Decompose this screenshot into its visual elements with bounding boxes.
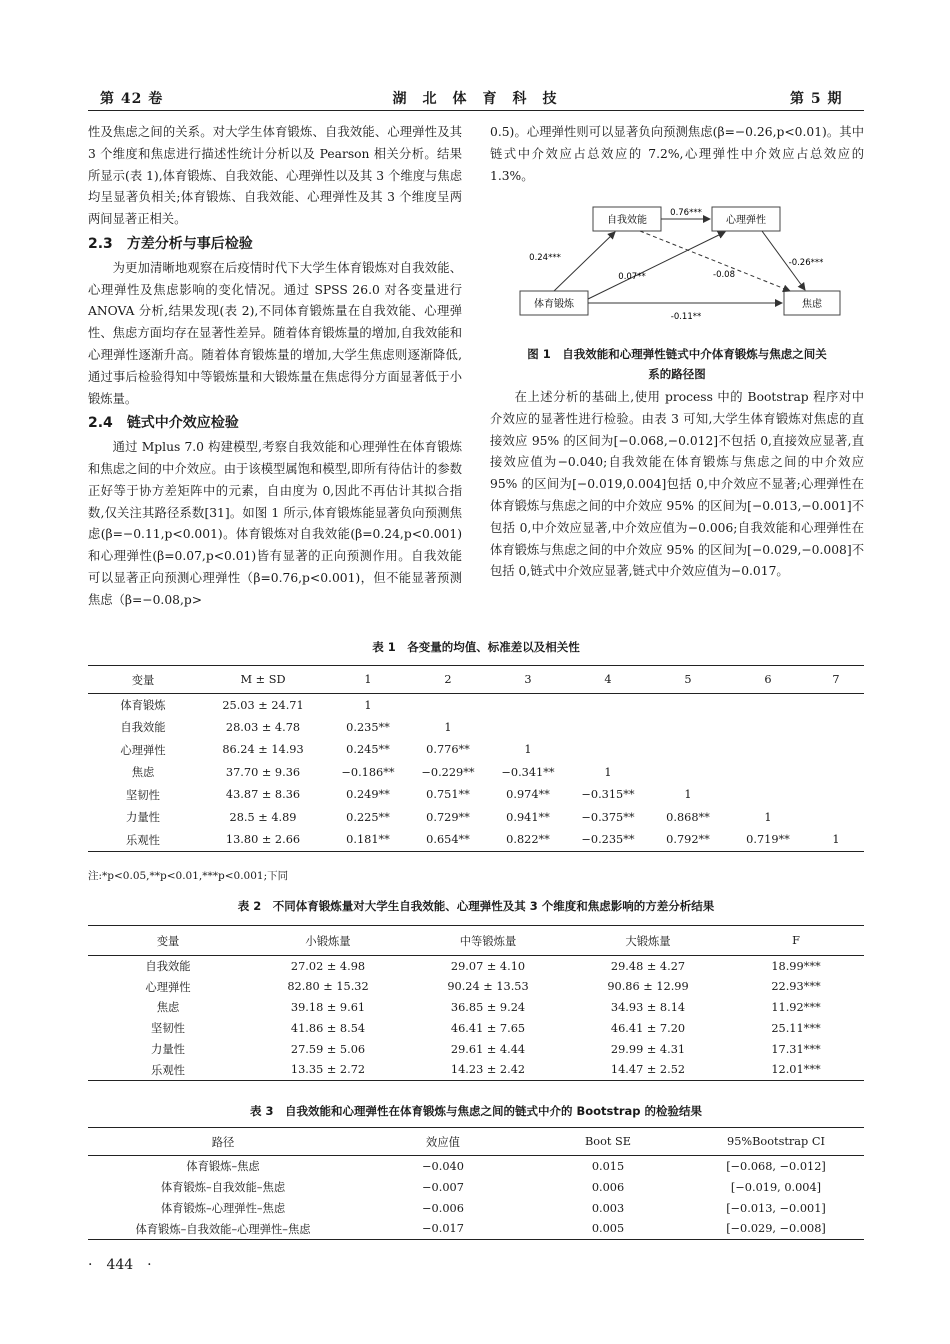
right-column-bottom [490,387,864,583]
table-cell: 0.868** [666,810,710,824]
table-cell: 17.31*** [771,1042,821,1056]
table3-header-cell: 95%Bootstrap CI [727,1135,825,1148]
table-row [88,1039,864,1060]
volume-label: 第 42 卷 [100,91,164,107]
table-1-caption: 表 1 各变量的均值、标准差以及相关性 [372,640,580,654]
table-row [88,997,864,1018]
table-cell: 0.003 [591,1201,625,1215]
table1-header-cell: 4 [604,673,612,686]
page-number-dot-left: · [88,1257,107,1273]
table-cell: 0.719** [746,833,790,846]
table2-header-cell: 中等锻炼量 [459,934,517,948]
table-cell [648,716,728,739]
table-cell [488,716,568,739]
table1-header-cell: 7 [832,673,840,686]
table-cell: −0.040 [422,1159,464,1173]
table-cell: 体育锻炼–自我效能–焦虑 [160,1181,286,1194]
table-cell: 乐观性 [126,833,160,847]
left-column [88,122,462,612]
figure-1-path-diagram [500,195,860,330]
table-cell: 坚韧性 [151,1022,185,1036]
coef-res-to-anx: -0.26*** [788,258,824,268]
table-cell: 0.974** [506,788,550,802]
node-self-efficacy-label: 自我效能 [607,215,647,226]
table-cell: 29.48 ± 4.27 [610,959,686,973]
table-row [88,976,864,997]
table-cell [808,694,864,717]
table-cell [728,739,808,762]
table-cell [728,716,808,739]
table-cell: 18.99*** [771,959,821,973]
table-row [88,739,864,762]
section-number: 2.3 [88,235,113,252]
table-cell: 29.07 ± 4.10 [450,959,526,973]
table3-header-cell: 效应值 [426,1135,460,1149]
table-cell: 12.01*** [771,1063,821,1077]
table-cell: 22.93*** [771,980,821,994]
table-cell: −0.186** [341,765,395,779]
table-cell: 1 [444,720,452,734]
table-3 [88,1127,864,1240]
table1-header-cell: 1 [364,673,372,686]
table-1 [88,665,864,852]
table-row [88,829,864,852]
table-cell [648,761,728,784]
table-row [88,806,864,829]
table-cell: 自我效能 [145,960,191,974]
section-title: 链式中介效应检验 [126,415,239,432]
table1-header-cell: 变量 [131,673,155,687]
table2-header-cell: 小锻炼量 [305,934,351,948]
table-cell: 自我效能 [120,721,166,735]
table-cell [808,739,864,762]
table-cell: 1 [832,833,840,846]
table-row [88,1198,864,1219]
table-cell: [−0.029, −0.008] [726,1222,826,1236]
table-cell: 坚韧性 [126,788,160,802]
table-cell: 90.86 ± 12.99 [607,980,689,994]
node-anxiety-label: 焦虑 [802,299,822,310]
right-paragraph-2: 在上述分析的基础上,使用 process 中的 Bootstrap 程序对中介效应的显著性进行检验。由表 3 可知,大学生体育锻炼对焦虑的直接效应 95% 的区间为[−0.068,−0.012]不包括 0,直接效应显著,直接效应值为−0.040;自我效能在体育锻炼与焦虑之间的中介效应 95% 的区间为[−0.019,0.004]包括 0,中介效应不显著;心理弹性在体育锻炼与焦虑之间的中介效应 95% 的区间为[−0.013,−0.001]不包括 0,中介效应显著,中介效应值为−0.006;自我效能和心理弹性在体育锻炼与焦虑之间的中介效应 95% 的区间为[−0.029,−0.008]不包括 0,链式中介效应显著,链式中介效应值为−0.017。 [490,390,864,579]
table-cell: 0.245** [346,743,390,757]
table-row [88,1059,864,1080]
table-cell: 体育锻炼–自我效能–心理弹性–焦虑 [135,1222,311,1236]
table-cell: 0.941** [506,810,550,824]
table-cell: 0.249** [346,788,390,802]
table-cell: 25.03 ± 24.71 [222,698,304,712]
table-cell: 11.92*** [771,1000,821,1014]
table-cell [808,784,864,807]
table-cell: 0.822** [506,833,550,846]
section-2-3-heading [88,234,462,256]
table3-header-cell: 路径 [211,1135,235,1149]
table-cell: 13.80 ± 2.66 [225,833,301,846]
table-cell: 0.181** [346,833,390,846]
table-cell: [−0.068, −0.012] [726,1159,826,1173]
figure-caption-line-2: 系的路径图 [648,367,706,381]
table-cell: 41.86 ± 8.54 [290,1021,366,1035]
table-row [88,784,864,807]
table-cell: [−0.013, −0.001] [726,1201,826,1215]
table-cell: 0.225** [346,810,390,824]
table-cell [648,694,728,717]
left-paragraph-3: 通过 Mplus 7.0 构建模型,考察自我效能和心理弹性在体育锻炼和焦虑之间的中介效应。由于该模型属饱和模型,即所有待估计的参数正好等于协方差矩阵中的元素，自由度为 0,因此不再估计其拟合指数,仅关注其路径系数[31]。如图 1 所示,体育锻炼能显著负向预测焦虑(β=−0.11,p<0.001)。体育锻炼对自我效能(β=0.24,p<0.001)和心理弹性(β=0.07,p<0.01)皆有显著的正向预测作用。自我效能可以显著正向预测心理弹性（β=0.76,p<0.001)，但不能显著预测焦虑（β=−0.08,p> [88,440,462,607]
table-cell: 82.80 ± 15.32 [287,980,369,994]
table-cell: 力量性 [151,1043,185,1057]
table-cell [488,694,568,717]
table-cell [568,739,648,762]
table-cell: 28.03 ± 4.78 [225,720,301,734]
right-column-top [490,122,864,187]
table-cell [808,806,864,829]
table1-header-cell: 5 [684,673,692,686]
table-cell: −0.006 [422,1201,464,1215]
table-row [88,1156,864,1177]
table-cell: 0.792** [666,833,710,846]
table-2 [88,925,864,1081]
table-cell [728,694,808,717]
coef-se-to-anx: -0.08 [713,270,735,280]
table-cell: 43.87 ± 8.36 [225,788,301,802]
table-cell: 90.24 ± 13.53 [447,980,529,994]
table-row [88,694,864,717]
table-cell: −0.375** [581,810,635,824]
table-row [88,1018,864,1039]
table-1-note: 注:*p<0.05,**p<0.01,***p<0.001;下同 [88,870,289,882]
table1-header-cell: 6 [764,673,772,686]
table-cell: 14.23 ± 2.42 [450,1063,526,1077]
table1-header-cell: 2 [444,673,452,686]
table-cell: 1 [524,743,532,757]
table-cell: 体育锻炼–心理弹性–焦虑 [160,1202,286,1215]
table-cell: 焦虑 [156,1001,180,1015]
page-number-value: 444 [106,1257,134,1273]
table-cell: −0.017 [422,1222,464,1236]
path-ex-to-res [588,232,725,299]
coef-ex-to-se: 0.24*** [529,253,561,263]
table1-header-cell: 3 [524,673,532,686]
table2-header-cell: F [792,934,800,947]
issue-label: 第 5 期 [790,91,843,107]
table-row [88,956,864,977]
page-number-dot-right: · [133,1257,152,1273]
table-row [88,1177,864,1198]
table-cell [728,784,808,807]
table-cell: −0.229** [421,765,475,779]
table-3-caption: 表 3 自我效能和心理弹性在体育锻炼与焦虑之间的链式中介的 Bootstrap 的检验结果 [249,1104,703,1118]
table-cell: [−0.019, 0.004] [730,1180,822,1194]
table-cell: 36.85 ± 9.24 [450,1000,526,1014]
table-cell: 34.93 ± 8.14 [610,1000,686,1014]
table-cell: 1 [604,765,612,779]
table-cell: 46.41 ± 7.20 [610,1021,686,1035]
table-cell: 0.729** [426,810,470,824]
table-cell: 37.70 ± 9.36 [225,765,301,779]
table-cell: 体育锻炼–焦虑 [186,1160,260,1174]
node-exercise-label: 体育锻炼 [534,299,574,310]
figure-1-caption [490,344,864,384]
table-cell: −0.235** [581,833,635,846]
left-paragraph-2: 为更加清晰地观察在后疫情时代下大学生体育锻炼对自我效能、心理弹性及焦虑影响的变化情况。通过 SPSS 26.0 对各变量进行 ANOVA 分析,结果发现(表 2),不同体育锻炼量在自我效能、心理弹性、焦虑方面均存在显著性差异。随着体育锻炼量的增加,自我效能和心理弹性逐渐升高。随着体育锻炼量的增加,大学生焦虑则逐渐降低,通过事后检验得知中等锻炼量和大锻炼量在焦虑得分方面显著低于小锻炼量。 [88,260,462,406]
table-cell: 46.41 ± 7.65 [450,1021,526,1035]
node-resilience-label: 心理弹性 [726,215,766,226]
table-cell: 13.35 ± 2.72 [290,1063,366,1077]
path-se-to-anx [640,231,790,291]
table-cell: 0.015 [591,1159,625,1173]
table-cell [568,694,648,717]
path-ex-to-se [554,232,615,291]
table-cell: 0.654** [426,833,470,846]
table-cell: 14.47 ± 2.52 [610,1063,686,1077]
table-cell: −0.315** [581,788,635,802]
table-cell [568,716,648,739]
table-cell [408,694,488,717]
table1-header-cell: M ± SD [240,673,286,686]
table-cell: 29.61 ± 4.44 [450,1042,526,1056]
table-cell: −0.341** [501,765,555,779]
table-cell: 1 [684,788,692,802]
table-cell: 心理弹性 [120,743,166,757]
table-cell: 0.235** [346,720,390,734]
table-cell: 27.02 ± 4.98 [290,959,366,973]
right-paragraph-1: 0.5)。心理弹性则可以显著负向预测焦虑(β=−0.26,p<0.01)。其中链式中介效应占总效应的 7.2%,心理弹性中介效应占总效应的 1.3%。 [490,125,864,183]
table-cell [728,761,808,784]
journal-title: 湖 北 体 育 科 技 [392,91,558,107]
section-number: 2.4 [88,415,113,432]
table-cell: 28.5 ± 4.89 [229,810,297,824]
table2-header-cell: 变量 [156,934,180,948]
table-cell: −0.007 [422,1180,464,1194]
coef-ex-to-res: 0.07** [618,272,646,282]
table-row [88,761,864,784]
table-cell [808,761,864,784]
table-row [88,1219,864,1240]
table2-header-cell: 大锻炼量 [625,934,671,948]
table-cell: 29.99 ± 4.31 [610,1042,686,1056]
table-cell: 0.006 [591,1180,625,1194]
table-cell: 乐观性 [151,1063,185,1077]
table-row [88,716,864,739]
table-cell: 焦虑 [131,766,155,780]
page-number [88,1254,152,1274]
table-cell: 0.776** [426,743,470,757]
table-cell: 39.18 ± 9.61 [290,1000,366,1014]
coef-se-to-res: 0.76*** [670,208,702,218]
table-cell: 1 [364,698,372,712]
table-cell: 25.11*** [771,1021,821,1035]
table-cell: 力量性 [126,811,160,825]
table-cell [648,739,728,762]
table-cell: 0.751** [426,788,470,802]
table-cell: 1 [764,810,772,824]
table-cell: 27.59 ± 5.06 [290,1042,366,1056]
table-cell [808,716,864,739]
table-cell: 心理弹性 [145,980,191,994]
section-2-4-heading [88,413,462,435]
coef-ex-to-anx: -0.11** [670,312,702,322]
figure-caption-line-1: 图 1 自我效能和心理弹性链式中介体育锻炼与焦虑之间关 [527,347,827,361]
header-rule [88,110,864,111]
left-paragraph-1: 性及焦虑之间的关系。对大学生体育锻炼、自我效能、心理弹性及其 3 个维度和焦虑进行描述性统计分析以及 Pearson 相关分析。结果所显示(表 1),体育锻炼、自我效能、心理弹性以及其 3 个维度与焦虑均呈显著负相关;体育锻炼、自我效能、心理弹性及其 3 个维度呈两两间显著正相关。 [88,125,462,227]
table-2-caption: 表 2 不同体育锻炼量对大学生自我效能、心理弹性及其 3 个维度和焦虑影响的方差分析结果 [237,899,715,913]
table-cell: 0.005 [591,1222,625,1236]
section-title: 方差分析与事后检验 [126,235,253,252]
table3-header-cell: Boot SE [584,1135,632,1148]
table-cell: 体育锻炼 [120,699,166,712]
table-cell: 86.24 ± 14.93 [222,743,304,757]
